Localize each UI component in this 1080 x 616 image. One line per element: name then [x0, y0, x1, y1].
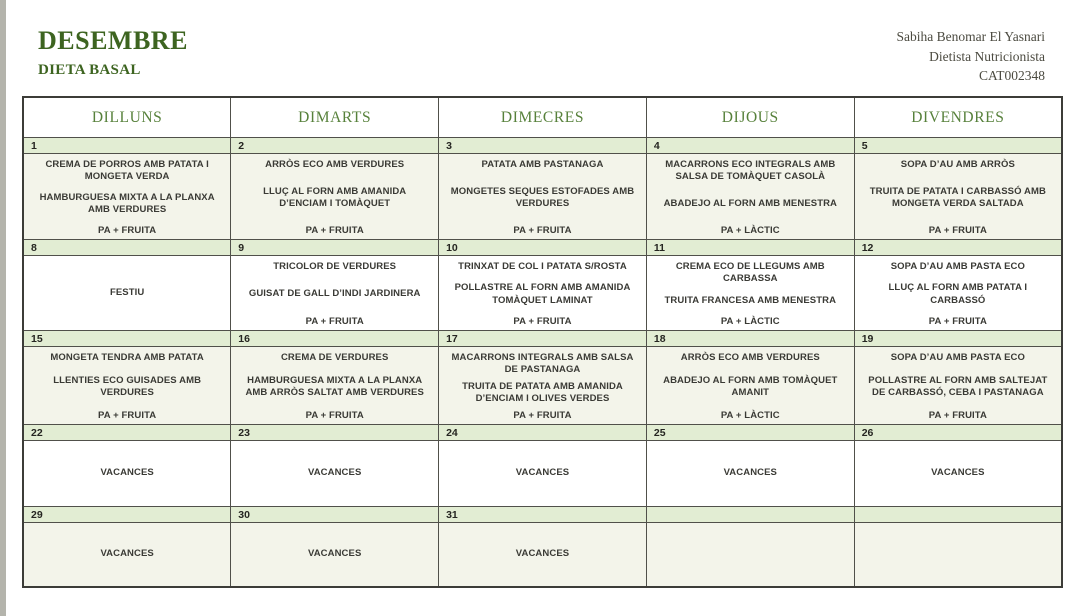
- date-cell: 1: [23, 138, 231, 154]
- menu-cell: [854, 154, 1062, 240]
- date-cell: 17: [439, 331, 647, 347]
- menu-cell-content: [647, 347, 854, 424]
- menu-item-text: SOPA D’AU AMB PASTA ECO: [890, 261, 1025, 272]
- menu-row-week-4: [23, 441, 1062, 507]
- calendar-header-row: [23, 97, 1062, 138]
- date-row-week-2: [23, 240, 1062, 256]
- menu-item-text: ABADEJO AL FORN AMB MENESTRA: [663, 198, 838, 209]
- menu-item-text: HAMBURGUESA MIXTA A LA PLANXA AMB VERDURES: [39, 191, 215, 216]
- menu-item-text: VACANCES: [515, 548, 570, 560]
- menu-item-text: MONGETES SEQUES ESTOFADES AMB VERDURES: [450, 185, 635, 209]
- menu-cell: [231, 441, 439, 507]
- date-cell: 2: [231, 138, 439, 154]
- date-cell: 18: [646, 331, 854, 347]
- menu-cell: [439, 154, 647, 240]
- day-header-dilluns: DILLUNS: [23, 97, 231, 138]
- menu-item-text: PA + FRUITA: [98, 409, 157, 421]
- date-cell: 30: [231, 507, 439, 523]
- menu-item-text: GUISAT DE GALL D’INDI JARDINERA: [248, 288, 421, 300]
- practitioner-block: [897, 27, 1045, 86]
- menu-item-text: PA + FRUITA: [305, 224, 364, 236]
- date-cell: [854, 507, 1062, 523]
- date-cell: 19: [854, 331, 1062, 347]
- menu-item-text: SOPA D’AU AMB PASTA ECO: [890, 352, 1025, 363]
- date-cell: 10: [439, 240, 647, 256]
- menu-item-text: PA + FRUITA: [98, 224, 157, 236]
- menu-cell-content: [855, 523, 1061, 586]
- menu-cell-content: [24, 154, 230, 239]
- menu-cell-content: [647, 523, 854, 586]
- menu-item-text: CREMA ECO DE LLEGUMS AMB CARBASSA: [675, 261, 825, 285]
- menu-cell: [23, 154, 231, 240]
- menu-item-text: POLLASTRE AL FORN AMB AMANIDA TOMÀQUET LAMINAT: [454, 282, 631, 306]
- menu-cell-content: [647, 441, 854, 506]
- menu-cell-content: [855, 441, 1061, 506]
- menu-cell-content: [24, 441, 230, 506]
- date-cell: 16: [231, 331, 439, 347]
- menu-item-text: PATATA AMB PASTANAGA: [481, 159, 604, 170]
- date-row-week-3: [23, 331, 1062, 347]
- menu-cell: [231, 347, 439, 425]
- date-cell: 5: [854, 138, 1062, 154]
- date-cell: [646, 507, 854, 523]
- menu-item-text: MACARRONS ECO INTEGRALS AMB SALSA DE TOMÀQUET CASOLÀ: [665, 159, 836, 183]
- menu-cell-content: [231, 441, 438, 506]
- menu-item-text: VACANCES: [307, 548, 362, 560]
- menu-item-text: TRICOLOR DE VERDURES: [273, 261, 397, 272]
- menu-cell-content: [439, 523, 646, 586]
- menu-row-week-1: [23, 154, 1062, 240]
- menu-item-text: VACANCES: [100, 467, 154, 479]
- menu-item-text: PA + FRUITA: [305, 409, 364, 421]
- date-cell: 22: [23, 425, 231, 441]
- date-cell: 15: [23, 331, 231, 347]
- menu-cell-content: [855, 256, 1061, 330]
- menu-item-text: PA + FRUITA: [928, 315, 987, 327]
- menu-item-text: PA + LÀCTIC: [720, 224, 780, 236]
- day-header-divendres: DIVENDRES: [854, 97, 1062, 138]
- menu-cell: [231, 256, 439, 331]
- menu-item-text: CREMA DE VERDURES: [280, 352, 389, 363]
- menu-item-text: PA + FRUITA: [513, 315, 572, 327]
- menu-item-text: LLUÇ AL FORN AMB AMANIDA D’ENCIAM I TOMÀQUET: [263, 185, 407, 209]
- menu-cell: [23, 256, 231, 331]
- menu-cell-content: [647, 154, 854, 239]
- menu-cell-content: [231, 256, 438, 330]
- menu-item-text: ARRÒS ECO AMB VERDURES: [265, 159, 405, 170]
- menu-cell-content: [231, 347, 438, 424]
- practitioner-name: Sabiha Benomar El Yasnari: [896, 29, 1045, 44]
- menu-cell-content: [231, 154, 438, 239]
- menu-cell: [854, 347, 1062, 425]
- menu-item-text: SOPA D’AU AMB ARRÒS: [900, 159, 1015, 170]
- menu-item-text: TRUITA FRANCESA AMB MENESTRA: [664, 294, 837, 306]
- date-cell: 8: [23, 240, 231, 256]
- diet-subtitle: DIETA BASAL: [38, 62, 141, 78]
- menu-cell-content: [439, 441, 646, 506]
- menu-cell-content: [24, 256, 230, 330]
- menu-row-week-2: [23, 256, 1062, 331]
- day-header-dijous: DIJOUS: [646, 97, 854, 138]
- menu-item-text: VACANCES: [723, 467, 777, 479]
- menu-item-text: PA + FRUITA: [513, 224, 572, 236]
- menu-item-text: POLLASTRE AL FORN AMB SALTEJAT DE CARBASSÓ, CEBA I PASTANAGA: [868, 374, 1048, 398]
- menu-cell: [646, 523, 854, 588]
- menu-row-week-5: [23, 523, 1062, 588]
- menu-cell-content: [24, 347, 230, 424]
- menu-cell-content: [439, 347, 646, 424]
- practitioner-license: CAT002348: [978, 68, 1045, 84]
- page-edge-strip: [0, 0, 6, 616]
- date-cell: 11: [646, 240, 854, 256]
- menu-cell-content: [231, 523, 438, 586]
- practitioner-role: Dietista Nutricionista: [929, 48, 1045, 64]
- menu-item-text: LLENTIES ECO GUISADES AMB VERDURES: [53, 374, 202, 398]
- menu-item-text: MONGETA TENDRA AMB PATATA: [50, 352, 204, 363]
- menu-cell: [439, 347, 647, 425]
- date-row-week-1: [23, 138, 1062, 154]
- menu-item-text: PA + LÀCTIC: [720, 315, 780, 327]
- menu-cell: [854, 523, 1062, 588]
- menu-item-text: VACANCES: [931, 467, 985, 479]
- menu-item-text: FESTIU: [109, 286, 145, 298]
- menu-cell: [23, 441, 231, 507]
- date-row-week-4: [23, 425, 1062, 441]
- date-cell: 29: [23, 507, 231, 523]
- menu-item-text: HAMBURGUESA MIXTA A LA PLANXA AMB ARRÒS SALTAT AMB VERDURES: [245, 374, 424, 398]
- date-cell: 23: [231, 425, 439, 441]
- menu-item-text: PA + FRUITA: [305, 315, 364, 327]
- month-title: DESEMBRE: [38, 26, 188, 55]
- menu-item-text: VACANCES: [307, 467, 362, 479]
- menu-item-text: PA + FRUITA: [928, 409, 987, 421]
- menu-cell: [854, 441, 1062, 507]
- menu-cell-content: [855, 347, 1061, 424]
- menu-item-text: ARRÒS ECO AMB VERDURES: [680, 352, 820, 363]
- date-cell: 9: [231, 240, 439, 256]
- menu-cell: [646, 256, 854, 331]
- menu-item-text: ABADEJO AL FORN AMB TOMÀQUET AMANIT: [663, 374, 838, 398]
- menu-cell: [854, 256, 1062, 331]
- date-cell: 4: [646, 138, 854, 154]
- menu-item-text: PA + FRUITA: [513, 409, 572, 421]
- menu-cell: [646, 441, 854, 507]
- day-header-dimarts: DIMARTS: [231, 97, 439, 138]
- menu-cell: [439, 256, 647, 331]
- date-row-week-5: [23, 507, 1062, 523]
- calendar-table: [22, 96, 1063, 588]
- calendar-body: [23, 138, 1062, 588]
- menu-cell: [646, 347, 854, 425]
- date-cell: 26: [854, 425, 1062, 441]
- menu-cell: [23, 523, 231, 588]
- date-cell: 12: [854, 240, 1062, 256]
- menu-cell-content: [855, 154, 1061, 239]
- menu-item-text: PA + LÀCTIC: [720, 409, 780, 421]
- menu-item-text: PA + FRUITA: [928, 224, 987, 236]
- menu-item-text: TRUITA DE PATATA AMB AMANIDA D’ENCIAM I OLIVES VERDES: [462, 380, 623, 405]
- day-header-dimecres: DIMECRES: [439, 97, 647, 138]
- menu-cell: [23, 347, 231, 425]
- menu-cell: [646, 154, 854, 240]
- menu-item-text: CREMA DE PORROS AMB PATATA I MONGETA VERDA: [45, 159, 209, 183]
- menu-cell-content: [439, 256, 646, 330]
- menu-item-text: LLUÇ AL FORN AMB PATATA I CARBASSÓ: [888, 282, 1028, 306]
- menu-item-text: MACARRONS INTEGRALS AMB SALSA DE PASTANAGA: [451, 352, 634, 376]
- menu-item-text: VACANCES: [515, 467, 570, 479]
- date-cell: 31: [439, 507, 647, 523]
- menu-row-week-3: [23, 347, 1062, 425]
- menu-cell: [439, 441, 647, 507]
- date-cell: 24: [439, 425, 647, 441]
- menu-cell-content: [647, 256, 854, 330]
- date-cell: 3: [439, 138, 647, 154]
- menu-cell: [231, 154, 439, 240]
- menu-cell: [231, 523, 439, 588]
- menu-item-text: VACANCES: [100, 548, 154, 560]
- menu-cell: [439, 523, 647, 588]
- menu-cell-content: [439, 154, 646, 239]
- menu-item-text: TRINXAT DE COL I PATATA S/ROSTA: [458, 261, 627, 272]
- menu-item-text: TRUITA DE PATATA I CARBASSÓ AMB MONGETA VERDA SALTADA: [869, 185, 1046, 209]
- menu-cell-content: [24, 523, 230, 586]
- date-cell: 25: [646, 425, 854, 441]
